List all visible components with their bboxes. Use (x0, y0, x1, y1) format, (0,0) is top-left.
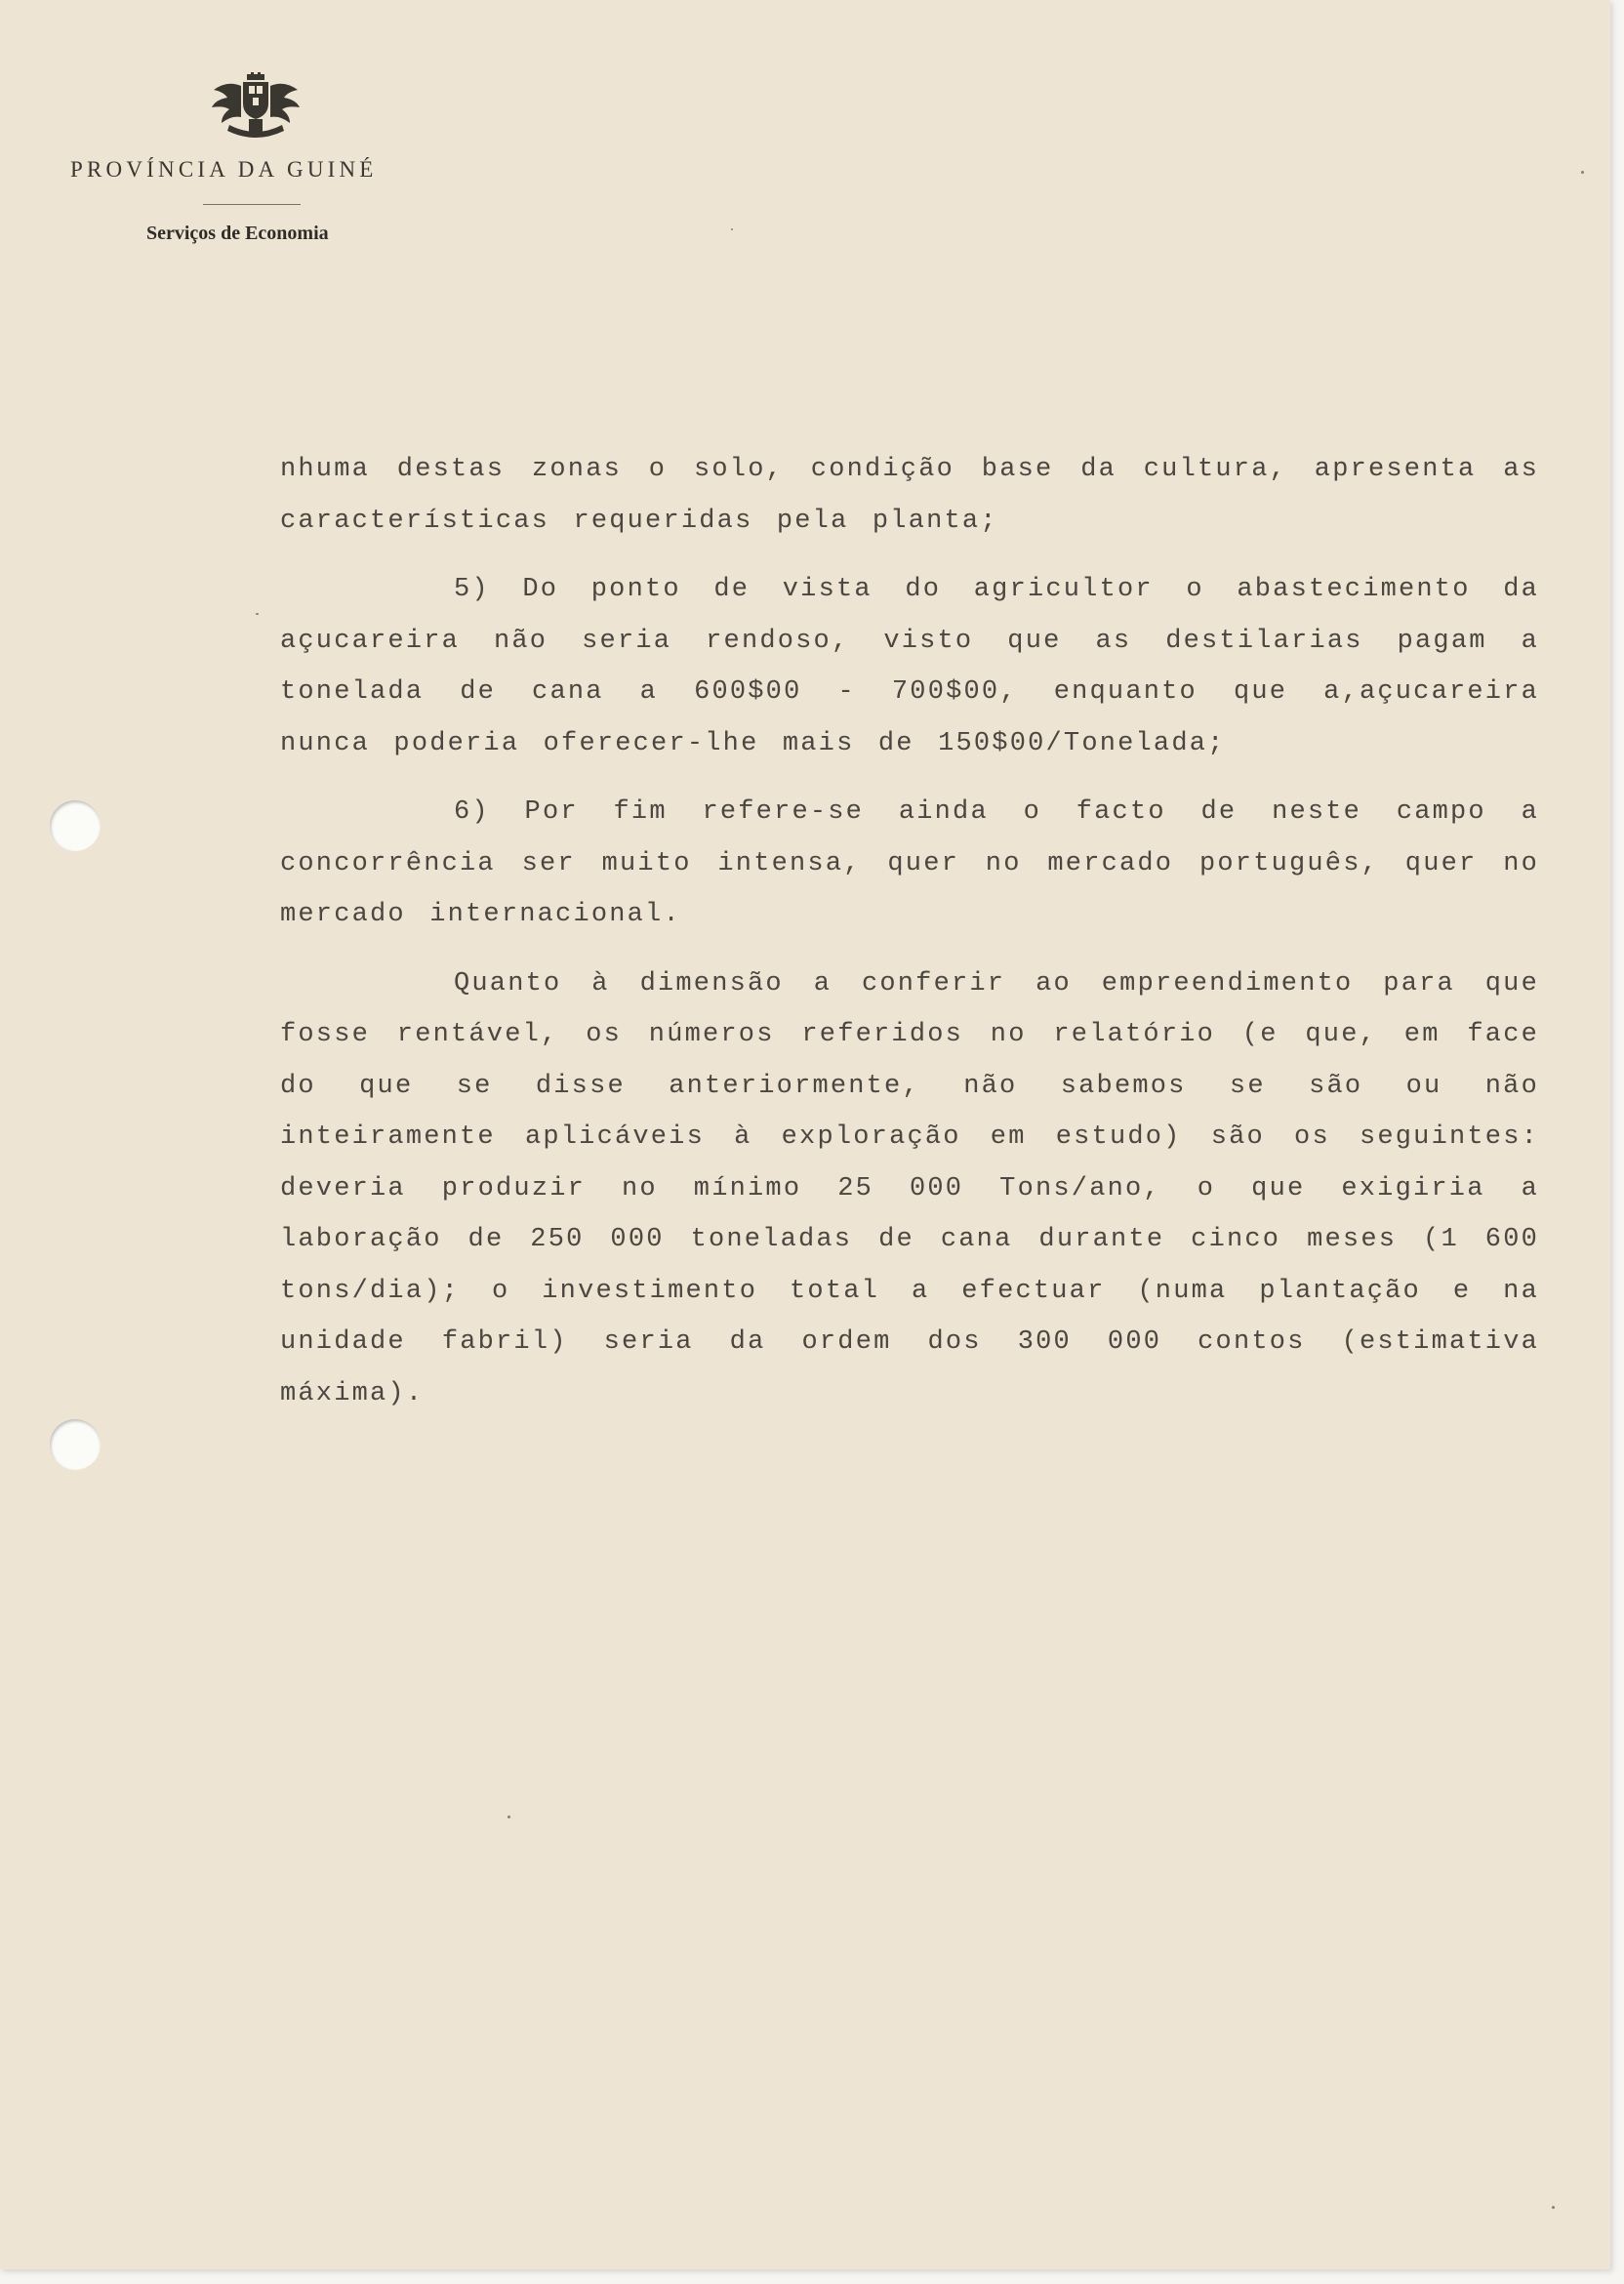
document-body (280, 444, 1539, 1437)
province-heading: PROVÍNCIA DA GUINÉ (70, 157, 378, 182)
service-subheading: Serviços de Economia (146, 223, 329, 244)
paper-speck (1552, 2206, 1555, 2209)
coat-of-arms-icon (208, 72, 304, 144)
paragraph-dimension: Quanto à dimensão a conferir ao empreendimento para que fosse rentável, os números referidos no relatório (e que, em face do que se disse anteriormente, não sabemos se são ou não inteiramente aplicáveis à exploração em estudo) são os seguintes: deveria produzir no mínimo 25 000 Tons/ano, o que exigiria a laboração de 250 000 toneladas de cana durante cinco meses (1 600 tons/dia); o investimento total a efectuar (numa plantação e na unidade fabril) seria da ordem dos 300 000 contos (estimativa máxima). (280, 968, 1539, 1408)
punch-hole-bottom (50, 1419, 101, 1470)
paper-speck (731, 228, 733, 230)
paragraph-point-6: 6) Por fim refere-se ainda o facto de neste campo a concorrência ser muito intensa, quer no mercado português, quer no mercado internacional. (280, 797, 1539, 929)
header-divider (203, 204, 301, 205)
paper-speck (508, 1815, 510, 1818)
paragraph-continuation: nhuma destas zonas o solo, condição base da cultura, apresenta as características requeridas pela planta; (280, 455, 1539, 536)
paper-speck (256, 613, 259, 615)
paper-speck (1581, 171, 1584, 174)
paragraph-point-5: 5) Do ponto de vista do agricultor o abastecimento da açucareira não seria rendoso, visto que as destilarias pagam a tonelada de cana a 600$00 - 700$00, enquanto que a,açucareira nunca poderia oferecer-lhe mais de 150$00/Tonelada; (280, 575, 1539, 758)
punch-hole-top (50, 800, 101, 851)
